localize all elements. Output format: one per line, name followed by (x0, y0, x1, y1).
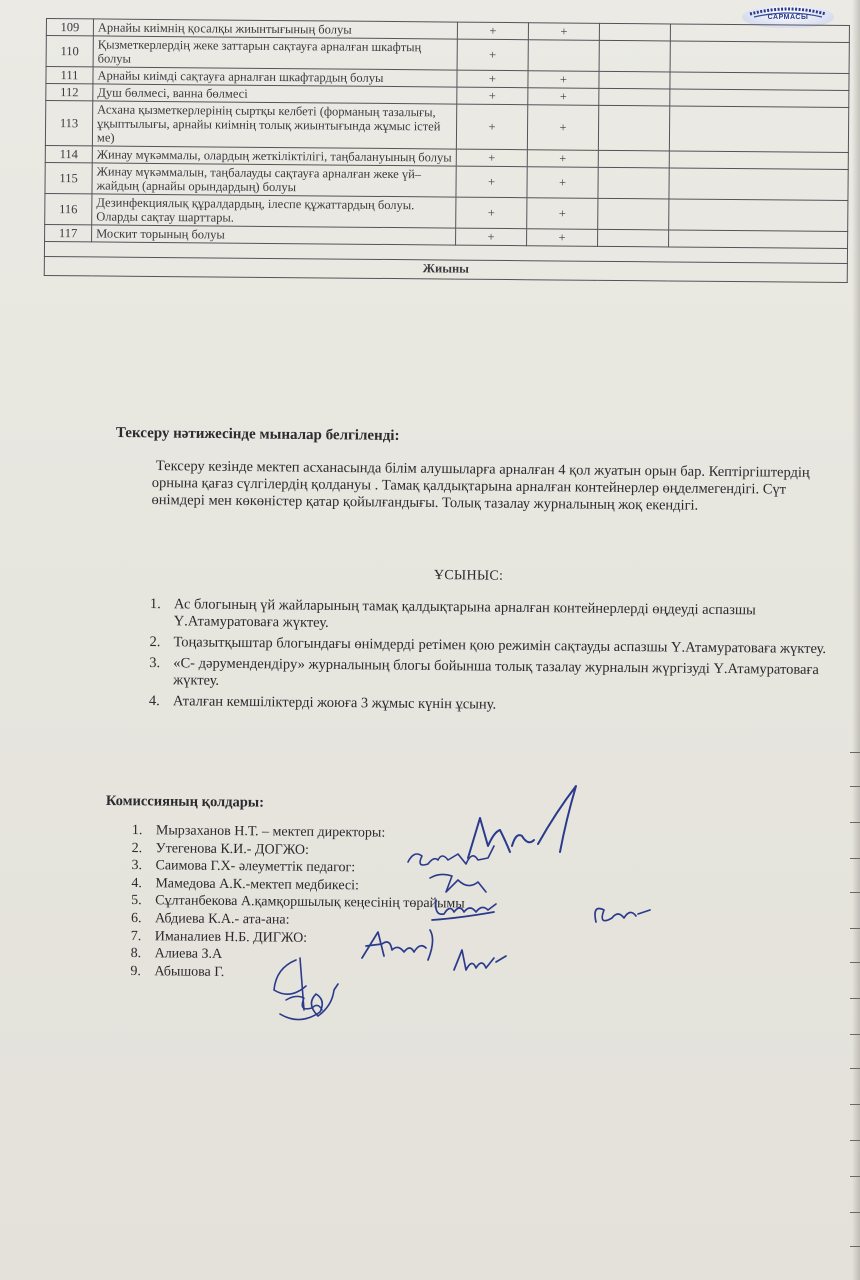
item-number: 1. (131, 822, 143, 839)
signature-5 (595, 909, 650, 923)
row-criterion: Душ бөлмесі, ванна бөлмесі (93, 84, 457, 104)
row-number: 110 (46, 36, 93, 67)
margin-tick (850, 752, 860, 753)
row-mark: + (457, 87, 528, 105)
margin-tick (850, 1068, 860, 1069)
item-text: Аталған кемшіліктерді жоюға 3 жұмыс күнін ұсыну. (172, 693, 497, 713)
row-criterion: Асхана қызметкерлерінің сыртқы келбеті (форманың тазалығы, ұқыптылығы, арнайы киімнің толық жиынтығында жұмыс істей ме) (92, 101, 456, 149)
row-mark: + (456, 149, 527, 167)
margin-tick (850, 998, 860, 999)
commission-heading: Комиссияның қолдары: (105, 793, 265, 811)
signature-4 (432, 900, 496, 920)
member-name: Саимова Г.Х- әлеуметтік педагог: (155, 858, 356, 876)
row-mark: + (457, 70, 528, 88)
margin-tick (850, 858, 860, 859)
row-number: 113 (45, 101, 92, 146)
item-number: 6. (130, 910, 142, 927)
row-number: 112 (46, 84, 93, 101)
margin-tick (850, 928, 860, 929)
row-criterion: Арнайы киімді сақтауға арналған шкафтардың болуы (93, 67, 457, 87)
margin-tick (850, 1176, 860, 1177)
row-number: 114 (45, 145, 92, 162)
member-name: Абышова Г. (154, 963, 225, 980)
signature-3 (430, 874, 486, 892)
item-number: 5. (131, 893, 142, 909)
row-mark: + (527, 229, 598, 247)
row-criterion: Жинау мүкәммалын, таңбалауды сақтауға арналған жеке үй–жайдың (арнайы орындардың) болуы (92, 163, 456, 197)
item-number: 9. (130, 963, 142, 979)
results-text: Тексеру кезінде мектеп асханасында білім алушыларға арналған 4 қол жуатын орын бар. Кептіргіштердің орнына қағаз сүлгілердің қолдануы . Тамақ қалдықтарына арналған контейнерлер өңделмегендігі. Сүт өнімдері мен көкөністер қатар қойылғандығы. Толық тазалау журналының жоқ екендігі. (151, 458, 810, 514)
row-criterion: Дезинфекциялық құралдардың, ілеспе құжаттардың болуы. Оларды сақтау шарттары. (92, 194, 456, 228)
item-number: 4. (148, 692, 160, 710)
row-mark: + (528, 71, 599, 89)
row-mark: + (527, 150, 598, 168)
item-text: Тоңазытқыштар блогындағы өнімдерді ретімен қою режимін сақтауды аспазшы Ү.Атамуратоваға жүктеу. (173, 634, 827, 658)
item-number: 1. (149, 596, 161, 613)
row-number: 116 (45, 193, 92, 224)
row-mark: + (527, 198, 598, 230)
recommendations-heading: ҰСЫНЫС: (433, 568, 504, 584)
item-text: Ас блогының үй жайларының тамақ қалдықтарына арналған контейнерлерді өңдеуді аспазшы Ү.Атамуратоваға жүктеу. (173, 596, 756, 631)
signature-7 (454, 950, 506, 970)
member-name: Утегенова К.И.- ДОГЖО: (155, 840, 310, 858)
row-number: 115 (45, 162, 92, 193)
member-name: Иманалиев Н.Б. ДИГЖО: (154, 928, 308, 946)
margin-tick (850, 786, 860, 787)
item-number: 4. (131, 875, 142, 891)
item-number: 2. (149, 633, 161, 651)
item-number: 7. (130, 928, 142, 944)
margin-tick (850, 822, 860, 823)
row-criterion: Қызметкерлердің жеке заттарын сақтауға арналған шкафтың болуы (93, 36, 457, 70)
row-mark: + (456, 166, 527, 198)
margin-tick (850, 962, 860, 963)
item-number: 3. (149, 654, 161, 672)
row-mark: + (456, 197, 527, 229)
signature-2 (408, 846, 494, 865)
row-mark: + (527, 167, 598, 199)
margin-tick (850, 1246, 860, 1247)
member-name: Сұлтанбекова А.қамқоршылық кеңесінің төрайымы (155, 893, 465, 912)
row-criterion: Арнайы киімнің қосалқы жиынтығының болуы (93, 19, 457, 39)
signature-1 (468, 786, 576, 858)
row-mark: + (456, 228, 527, 246)
member-name: Мырзаханов Н.Т. – мектеп директоры: (155, 823, 386, 841)
row-mark: + (527, 105, 598, 151)
page-edge-shadow (852, 0, 860, 1280)
margin-tick (850, 1034, 860, 1035)
item-number: 2. (131, 840, 143, 856)
signature-6 (362, 930, 433, 960)
item-text: «С- дәрумендендіру» журналының блогы бойынша толық тазалау журналын жүргізуді Ү.Атамуратоваға жүктеу. (173, 655, 819, 689)
signature-8 (274, 958, 338, 1020)
member-name: Алиева З.А (154, 946, 223, 963)
item-number: 8. (130, 946, 142, 962)
results-heading: Тексеру нәтижесінде мыналар белгіленді: (115, 425, 400, 444)
row-mark: + (457, 22, 528, 40)
row-criterion: Жинау мүкәммалы, олардың жеткіліктілігі, таңбалануының болуы (92, 146, 456, 166)
row-mark: + (528, 23, 599, 41)
margin-tick (850, 1104, 860, 1105)
item-number: 3. (131, 858, 143, 874)
row-mark: + (456, 104, 527, 150)
total-label: Жиыны (44, 256, 847, 282)
margin-tick (850, 1140, 860, 1141)
margin-tick (850, 892, 860, 893)
row-number: 117 (45, 224, 92, 241)
member-name: Мамедова А.К.-мектеп медбикесі: (155, 876, 360, 894)
member-name: Абдиева К.А.- ата-ана: (154, 911, 290, 928)
row-number: 111 (46, 67, 93, 84)
logo-text: САРМАСЫ (767, 14, 809, 21)
row-criterion: Москит торының болуы (92, 225, 456, 245)
row-number: 109 (46, 19, 93, 36)
row-mark: + (528, 88, 599, 106)
row-mark: + (457, 39, 528, 71)
margin-tick (850, 1212, 860, 1213)
